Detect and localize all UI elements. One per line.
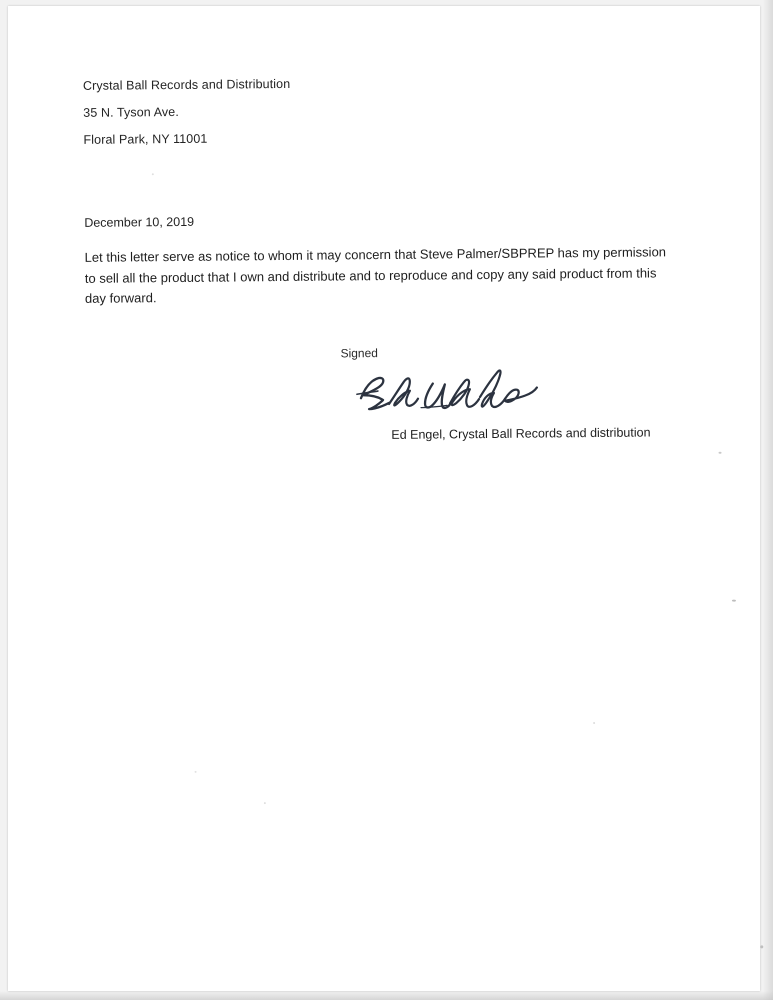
- signature-block: [340, 343, 701, 442]
- printed-signature-name: Ed Engel, Crystal Ball Records and distribution: [391, 425, 651, 442]
- document-page: [8, 6, 760, 991]
- handwritten-signature: [349, 361, 702, 426]
- sender-city-state-zip: Floral Park, NY 11001: [83, 131, 208, 147]
- signature-ink-icon: [349, 362, 550, 424]
- scan-speck: [719, 452, 722, 454]
- page-bottom-edge: [0, 991, 773, 1000]
- sender-company: Crystal Ball Records and Distribution: [82, 76, 291, 93]
- scan-speck: [732, 600, 736, 602]
- scan-speck: [152, 173, 154, 175]
- scan-speck: [195, 771, 197, 773]
- scan-speck: [593, 722, 595, 724]
- sender-street: 35 N. Tyson Ave.: [83, 104, 179, 120]
- signed-label: Signed: [340, 346, 378, 361]
- letter-date: December 10, 2019: [84, 214, 195, 230]
- page-right-edge: [763, 0, 773, 1000]
- letter-body: [82, 67, 685, 442]
- scan-speck: [264, 802, 266, 804]
- letter-paragraph: Let this letter serve as notice to whom it may concern that Steve Palmer/SBPREP has my permission to sell all the product that I own and distribute and to reproduce and copy any said product from this day forward.: [84, 244, 667, 306]
- page-content: [4, 2, 765, 994]
